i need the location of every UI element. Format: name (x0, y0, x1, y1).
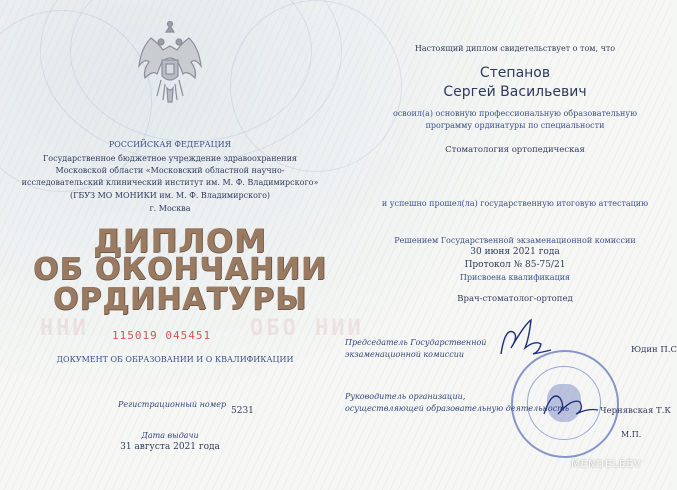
ghost-serial-right: ОБО НИИ (250, 316, 364, 341)
document-type-label: ДОКУМЕНТ ОБ ОБРАЗОВАНИИ И О КВАЛИФИКАЦИИ (56, 355, 294, 364)
program-text: программу ординатуры по специальности (425, 121, 605, 130)
diploma-title-line2: ОБ ОКОНЧАНИИ (32, 252, 328, 287)
specialty: Стоматология ортопедическая (445, 145, 585, 155)
head-name: Чернявская Т.К (600, 406, 672, 416)
issuer-city: г. Москва (149, 204, 191, 213)
qualification-label: Присвоена квалификация (459, 273, 571, 282)
commission-chair-title: экзаменационной комиссии (345, 350, 465, 359)
issue-date-value: 31 августа 2021 года (120, 442, 220, 452)
issuer-line: Государственное бюджетное учреждение здравоохранения (43, 154, 297, 163)
registration-number-label: Регистрационный номер (118, 400, 227, 409)
program-text: освоил(а) основную профессиональную образовательную (392, 109, 638, 118)
commission-chair-name: Юдин П.С (631, 345, 677, 355)
country-label: РОССИЙСКАЯ ФЕДЕРАЦИЯ (108, 140, 232, 149)
attestation-text: и успешно прошел(ла) государственную итоговую аттестацию (381, 199, 649, 208)
commission-date: 30 июня 2021 года (470, 247, 560, 257)
diploma-title-line3: ОРДИНАТУРЫ (52, 282, 308, 317)
holder-surname: Степанов (479, 65, 551, 81)
serial-number: 115019 045451 (112, 329, 212, 342)
commission-chair-title: Председатель Государственной (345, 338, 487, 347)
issue-date-label: Дата выдачи (141, 431, 199, 440)
head-signature (540, 384, 600, 424)
coat-of-arms-emblem (131, 18, 209, 108)
issuer-line: (ГБУЗ МО МОНИКИ им. М. Ф. Владимирского) (69, 191, 271, 200)
issuer-line: Московской области «Московский областной научно- (55, 166, 285, 175)
commission-decision: Решением Государственной экзаменационной комиссии (394, 236, 636, 245)
watermark-label: MENDELEEV (571, 459, 642, 470)
holder-given-names: Сергей Васильевич (443, 84, 587, 100)
holder-intro: Настоящий диплом свидетельствует о том, что (414, 44, 616, 53)
seal-place-label: М.П. (621, 430, 642, 439)
head-title: Руководитель организации, (345, 392, 466, 401)
diploma-title-line1: ДИПЛОМ (93, 222, 267, 260)
issuer-line: исследовательский клинический институт им. М. Ф. Владимирского» (21, 178, 319, 187)
qualification-value: Врач-стоматолог-ортопед (457, 294, 573, 304)
head-title: осуществляющей образовательную деятельность (345, 404, 570, 413)
ghost-serial-left: ННИ (40, 316, 89, 341)
protocol-number: Протокол № 85-75/21 (464, 260, 566, 270)
registration-number-value: 5231 (231, 406, 254, 416)
